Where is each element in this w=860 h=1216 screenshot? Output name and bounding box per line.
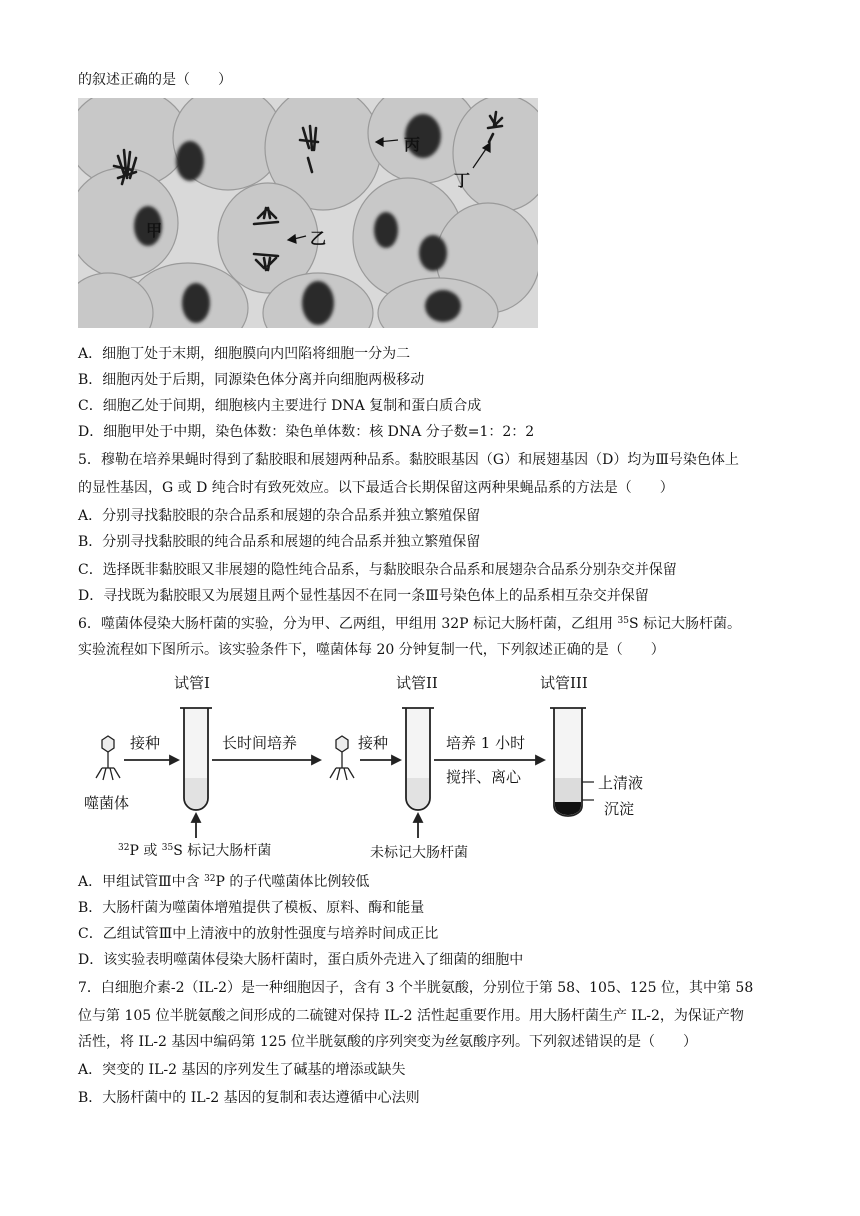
inoculate-label-2: 接种 [358,734,389,752]
label-sup-32: 32 [118,843,130,853]
q7-stem-line3: 活性，将 IL-2 基因中编码第 125 位半胱氨酸的序列突变为丝氨酸序列。下列叙述错误的是（ ） [78,1034,697,1050]
test-tube-2 [402,708,434,810]
phage-label: 噬菌体 [84,794,130,812]
q5-stem-line2: 的显性基因，G 或 D 纯合时有致死效应。以下最适合长期保留这两种果蝇品系的方法是（ ） [78,480,674,496]
q6-option-b: B．大肠杆菌为噬菌体增殖提供了模板、原料、酶和能量 [78,900,425,916]
q6-stem-line1-part2: S 标记大肠杆菌。 [628,616,741,632]
experiment-flow-svg [78,668,668,864]
q5-option-a: A．分别寻找黏胶眼的杂合品系和展翅的杂合品系并独立繁殖保留 [78,508,481,524]
tube2-label: 试管II [396,674,438,692]
phage-icon [96,736,120,780]
micrograph-label-jia: 甲 [146,221,163,240]
unlabeled-ecoli-label: 未标记大肠杆菌 [370,845,468,861]
q6-option-c: C．乙组试管Ⅲ中上清液中的放射性强度与培养时间成正比 [78,926,439,942]
micrograph-label-ding: 丁 [454,171,471,190]
inoculate-label-1: 接种 [130,734,161,752]
q5-option-b: B．分别寻找黏胶眼的纯合品系和展翅的纯合品系并独立繁殖保留 [78,534,481,550]
labeled-ecoli-label [118,840,271,860]
label-mid: P 或 [129,843,162,859]
q6-stem-line1-part1: 6．噬菌体侵染大肠杆菌的实验，分为甲、乙两组，甲组用 32P 标记大肠杆菌，乙组用 [78,616,618,632]
q7-stem-line2: 位与第 105 位半胱氨酸之间形成的二硫键对保持 IL-2 活性起重要作用。用大肠杆菌生产 IL-2，为保证产物 [78,1008,744,1024]
q5-stem-line1: 5．穆勒在培养果蝇时得到了黏胶眼和展翅两种品系。黏胶眼基因（G）和展翅基因（D）均为Ⅲ号染色体上 [78,452,739,468]
tube1-label: 试管I [174,674,210,692]
q6-stem-line2: 实验流程如下图所示。该实验条件下，噬菌体每 20 分钟复制一代，下列叙述正确的是（ ） [78,642,665,658]
experiment-flow-diagram [78,668,668,864]
test-tube-3 [550,708,586,816]
question-stem-continuation: 的叙述正确的是（ ） [78,72,232,88]
stir-centrifuge-label: 搅拌、离心 [446,768,522,786]
q7-option-b: B．大肠杆菌中的 IL-2 基因的复制和表达遵循中心法则 [78,1090,420,1106]
micrograph-image [78,98,538,328]
label-end: S 标记大肠杆菌 [173,843,272,859]
tube3-label: 试管III [540,674,588,692]
q6a-superscript: 32 [204,874,216,884]
phage-icon-2 [330,736,354,780]
culture-1h-label: 培养 1 小时 [446,734,526,752]
q4-option-b: B．细胞丙处于后期，同源染色体分离并向细胞两极移动 [78,372,425,388]
q5-option-d: D．寻找既为黏胶眼又为展翅且两个显性基因不在同一条Ⅲ号染色体上的品系相互杂交并保留 [78,588,649,604]
q6a-part1: A．甲组试管Ⅲ中含 [78,874,205,890]
test-tube-1 [180,708,212,810]
q6-stem-superscript: 35 [617,616,629,626]
q4-option-d: D．细胞甲处于中期，染色体数：染色单体数：核 DNA 分子数=1：2：2 [78,424,535,440]
supernatant-label: 上清液 [598,774,644,792]
precipitate-label: 沉淀 [604,800,635,818]
label-sup-35: 35 [161,843,174,853]
q4-option-a: A．细胞丁处于末期，细胞膜向内凹陷将细胞一分为二 [78,346,411,362]
q6-stem-line1 [78,614,741,634]
micrograph-label-yi: 乙 [310,229,327,248]
q6a-part2: P 的子代噬菌体比例较低 [215,874,370,890]
q4-option-c: C．细胞乙处于间期，细胞核内主要进行 DNA 复制和蛋白质合成 [78,398,482,414]
q7-option-a: A．突变的 IL-2 基因的序列发生了碱基的增添或缺失 [78,1062,406,1078]
q5-option-c: C．选择既非黏胶眼又非展翅的隐性纯合品系，与黏胶眼杂合品系和展翅杂合品系分别杂交并保留 [78,562,677,578]
micrograph-label-bing: 丙 [404,135,421,154]
q6-option-a [78,872,369,892]
long-culture-label: 长时间培养 [222,734,298,752]
q6-option-d: D．该实验表明噬菌体侵染大肠杆菌时，蛋白质外壳进入了细菌的细胞中 [78,952,524,968]
q7-stem-line1: 7．白细胞介素-2（IL-2）是一种细胞因子，含有 3 个半胱氨酸，分别位于第 58、105、125 位，其中第 58 [78,980,754,996]
cell-micrograph [78,98,538,328]
